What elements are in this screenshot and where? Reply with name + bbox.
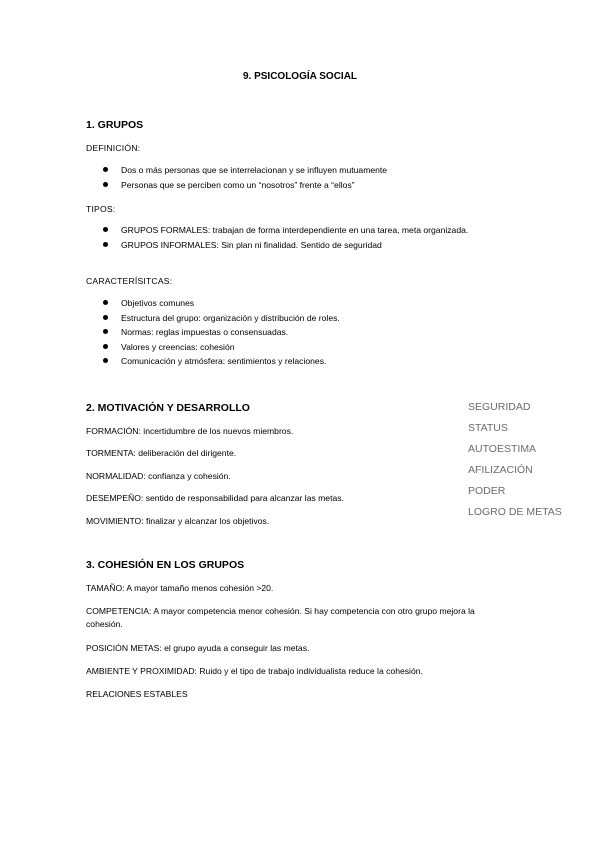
- list-item: Objetivos comunes: [103, 297, 473, 311]
- cohesion-ambiente: AMBIENTE Y PROXIMIDAD: Ruido y el tipo de trabajo individualista reduce la cohesión.: [86, 666, 423, 676]
- side-item: STATUS: [468, 422, 508, 434]
- bullet-icon: [103, 358, 108, 363]
- stage-movimiento: MOVIMIENTO: finalizar y alcanzar los objetivos.: [86, 516, 270, 526]
- bullet-icon: [103, 242, 108, 247]
- bullet-icon: [103, 329, 108, 334]
- section-heading-motivacion: 2. MOTIVACIÓN Y DESARROLLO: [86, 402, 250, 414]
- stage-normalidad: NORMALIDAD: confianza y cohesión.: [86, 471, 231, 481]
- bullet-icon: [103, 315, 108, 320]
- section-heading-grupos: 1. GRUPOS: [86, 119, 144, 131]
- bullet-icon: [103, 182, 108, 187]
- stage-formacion: FORMACIÓN: incertidumbre de los nuevos miembros.: [86, 426, 294, 436]
- definicion-list: [103, 164, 473, 193]
- cohesion-posicion-metas: POSICIÓN METAS: el grupo ayuda a conseguir las metas.: [86, 643, 310, 653]
- definicion-label: DEFINICIÓN:: [86, 143, 141, 153]
- section-heading-cohesion: 3. COHESIÓN EN LOS GRUPOS: [86, 559, 245, 571]
- stage-desempeno: DESEMPEÑO: sentido de responsabilidad para alcanzar las metas.: [86, 493, 344, 503]
- caracteristicas-label: CARACTERÍSITCAS:: [86, 276, 173, 286]
- page-title: 9. PSICOLOGÍA SOCIAL: [242, 71, 358, 82]
- list-item: Comunicación y atmósfera: sentimientos y relaciones.: [103, 355, 473, 369]
- side-item: PODER: [468, 485, 506, 497]
- side-item: LOGRO DE METAS: [468, 506, 562, 518]
- bullet-icon: [103, 167, 108, 172]
- list-item: Valores y creencias: cohesión: [103, 341, 473, 355]
- tipos-list: [103, 224, 473, 253]
- list-item: Personas que se perciben como un “nosotros” frente a “ellos”: [103, 179, 473, 193]
- list-item: Dos o más personas que se interrelacionan y se influyen mutuamente: [103, 164, 473, 178]
- bullet-icon: [103, 227, 108, 232]
- tipos-label: TIPOS:: [86, 204, 116, 214]
- cohesion-competencia: COMPETENCIA: A mayor competencia menor cohesión. Si hay competencia con otro grupo mejora la cohesión.: [86, 606, 475, 629]
- list-item: GRUPOS FORMALES: trabajan de forma interdependiente en una tarea, meta organizada.: [103, 224, 473, 238]
- stage-tormenta: TORMENTA: deliberación del dirigente.: [86, 448, 237, 458]
- side-item: SEGURIDAD: [468, 401, 531, 413]
- side-item: AFILIZACIÓN: [468, 464, 533, 476]
- list-item: GRUPOS INFORMALES: Sin plan ni finalidad. Sentido de seguridad: [103, 239, 473, 253]
- motivation-side-list: [468, 397, 562, 523]
- side-item: AUTOESTIMA: [468, 443, 537, 455]
- bullet-icon: [103, 344, 108, 349]
- cohesion-tamano: TAMAÑO: A mayor tamaño menos cohesión >20.: [86, 583, 274, 593]
- cohesion-relaciones: RELACIONES ESTABLES: [86, 689, 188, 699]
- caracteristicas-list: [103, 297, 473, 370]
- list-item: Normas: reglas impuestas o consensuadas.: [103, 326, 473, 340]
- list-item: Estructura del grupo: organización y distribución de roles.: [103, 312, 473, 326]
- bullet-icon: [103, 300, 108, 305]
